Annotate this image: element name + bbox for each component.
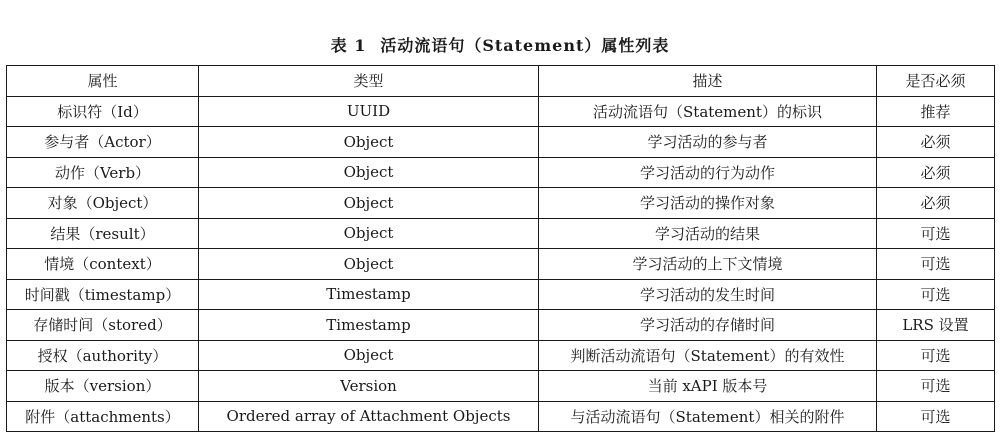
property-cell: 附件（attachments）: [7, 401, 199, 432]
statement-properties-table: [6, 65, 995, 432]
type-cell: Ordered array of Attachment Objects: [199, 401, 539, 432]
description-cell: 学习活动的参与者: [539, 127, 877, 158]
description-cell: 当前 xAPI 版本号: [539, 371, 877, 402]
table-row: [7, 310, 995, 341]
table-number: 表 1: [330, 36, 367, 55]
table-caption: [0, 33, 1000, 56]
required-cell: 可选: [877, 218, 995, 249]
required-cell: 可选: [877, 340, 995, 371]
table-row: [7, 279, 995, 310]
property-cell: 时间戳（timestamp）: [7, 279, 199, 310]
description-cell: 学习活动的结果: [539, 218, 877, 249]
property-cell: 对象（Object）: [7, 188, 199, 219]
property-cell: 授权（authority）: [7, 340, 199, 371]
property-cell: 结果（result）: [7, 218, 199, 249]
description-cell: 学习活动的行为动作: [539, 157, 877, 188]
property-cell: 版本（version）: [7, 371, 199, 402]
type-cell: Version: [199, 371, 539, 402]
table-title: 活动流语句（Statement）属性列表: [380, 36, 670, 55]
table-row: [7, 401, 995, 432]
header-type: 类型: [199, 66, 539, 97]
required-cell: 必须: [877, 188, 995, 219]
type-cell: UUID: [199, 96, 539, 127]
property-cell: 情境（context）: [7, 249, 199, 280]
header-description: 描述: [539, 66, 877, 97]
table-row: [7, 218, 995, 249]
table-row: [7, 96, 995, 127]
table-row: [7, 340, 995, 371]
type-cell: Object: [199, 218, 539, 249]
table-row: [7, 371, 995, 402]
table-row: [7, 157, 995, 188]
type-cell: Object: [199, 340, 539, 371]
property-cell: 存储时间（stored）: [7, 310, 199, 341]
header-property: 属性: [7, 66, 199, 97]
type-cell: Object: [199, 188, 539, 219]
header-required: 是否必须: [877, 66, 995, 97]
required-cell: 必须: [877, 157, 995, 188]
required-cell: 可选: [877, 401, 995, 432]
type-cell: Object: [199, 127, 539, 158]
required-cell: 必须: [877, 127, 995, 158]
required-cell: 可选: [877, 279, 995, 310]
required-cell: 推荐: [877, 96, 995, 127]
description-cell: 学习活动的存储时间: [539, 310, 877, 341]
header-row: [7, 66, 995, 97]
description-cell: 判断活动流语句（Statement）的有效性: [539, 340, 877, 371]
description-cell: 学习活动的发生时间: [539, 279, 877, 310]
description-cell: 学习活动的操作对象: [539, 188, 877, 219]
required-cell: LRS 设置: [877, 310, 995, 341]
property-cell: 参与者（Actor）: [7, 127, 199, 158]
property-cell: 动作（Verb）: [7, 157, 199, 188]
type-cell: Timestamp: [199, 310, 539, 341]
table-row: [7, 127, 995, 158]
table-row: [7, 249, 995, 280]
description-cell: 活动流语句（Statement）的标识: [539, 96, 877, 127]
type-cell: Object: [199, 157, 539, 188]
type-cell: Timestamp: [199, 279, 539, 310]
table-row: [7, 188, 995, 219]
required-cell: 可选: [877, 371, 995, 402]
type-cell: Object: [199, 249, 539, 280]
required-cell: 可选: [877, 249, 995, 280]
description-cell: 与活动流语句（Statement）相关的附件: [539, 401, 877, 432]
description-cell: 学习活动的上下文情境: [539, 249, 877, 280]
property-cell: 标识符（Id）: [7, 96, 199, 127]
